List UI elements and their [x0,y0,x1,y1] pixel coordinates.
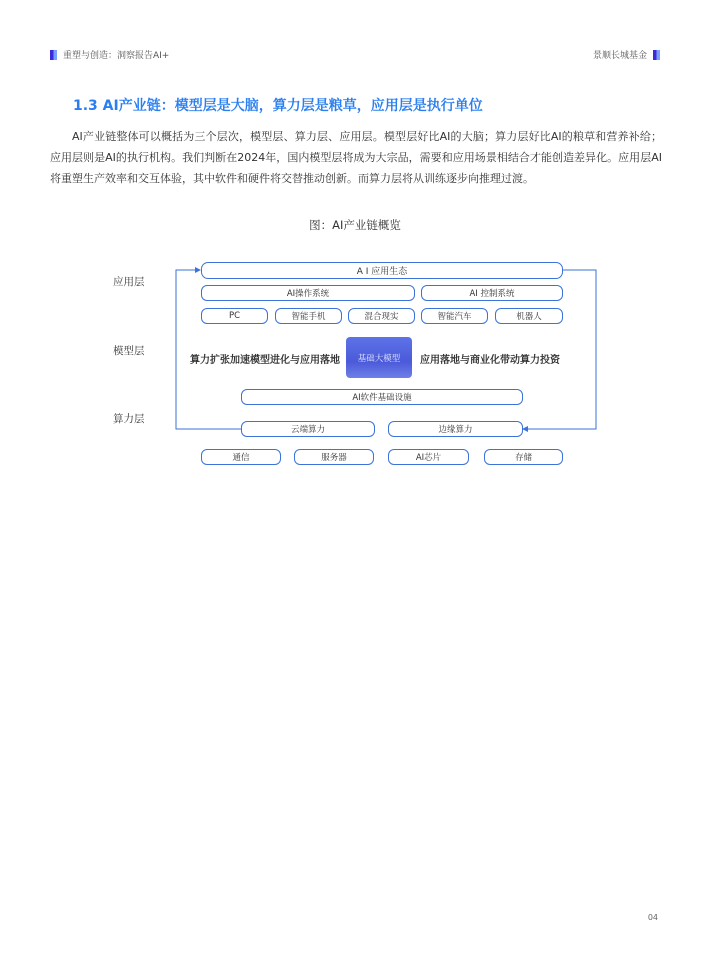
ai-application-ecosystem: A I 应用生态 [201,262,563,279]
edge-compute: 边缘算力 [388,421,523,437]
device-pc: PC [201,308,268,324]
layer-label-application: 应用层 [113,276,145,288]
layer-label-compute: 算力层 [113,413,145,425]
figure-caption: 图：AI产业链概览 [309,218,401,232]
hardware-storage: 存储 [484,449,563,465]
device-smartphone: 智能手机 [275,308,342,324]
header-report-title: 重塑与创造：洞察报告AI+ [63,51,170,61]
foundation-model-core: 基础大模型 [346,337,412,378]
hardware-server: 服务器 [294,449,374,465]
section-title: 1.3 AI产业链：模型层是大脑，算力层是粮草，应用层是执行单位 [73,98,483,114]
header-company: 景顺长城基金 [592,51,647,61]
ai-software-infrastructure: AI软件基础设施 [241,389,523,405]
ai-operating-system: AI操作系统 [201,285,415,301]
left-flow-text: 算力扩张加速模型进化与应用落地 [190,355,340,366]
device-mixed-reality: 混合现实 [348,308,415,324]
hardware-ai-chip: AI芯片 [388,449,469,465]
layer-label-model: 模型层 [113,345,145,357]
ai-control-system: AI 控制系统 [421,285,563,301]
device-robot: 机器人 [495,308,563,324]
page-number: 04 [647,913,658,922]
cloud-compute: 云端算力 [241,421,375,437]
hardware-communication: 通信 [201,449,281,465]
section-paragraph: AI产业链整体可以概括为三个层次，模型层、算力层、应用层。模型层好比AI的大脑；算力层好比AI的粮草和营养补给；应用层则是AI的执行机构。我们判断在2024年，国内模型层将成为大宗品，需要和应用场景相结合才能创造差异化。应用层AI将重塑生产效率和交互体验，其中软件和硬件将交替推动创新。而算力层将从训练逐步向推理过渡。 [50,130,662,185]
device-smart-car: 智能汽车 [421,308,488,324]
right-flow-text: 应用落地与商业化带动算力投资 [420,355,560,366]
